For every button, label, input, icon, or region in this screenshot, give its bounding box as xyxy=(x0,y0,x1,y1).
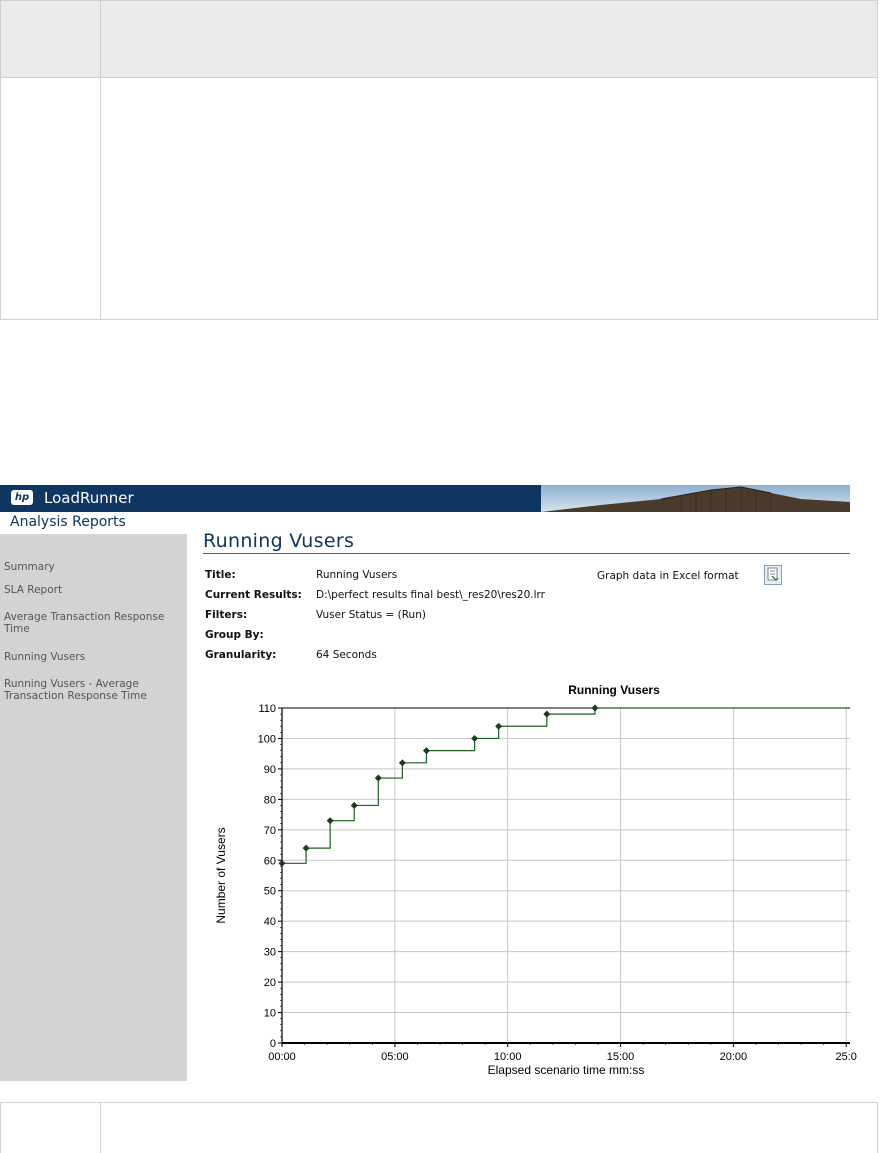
y-tick-label: 40 xyxy=(263,916,276,929)
field-filters-key: Filters: xyxy=(205,609,248,621)
data-point xyxy=(399,760,405,766)
excel-link-label[interactable]: Graph data in Excel format xyxy=(597,570,739,582)
field-current-results-key: Current Results: xyxy=(205,589,302,601)
sidebar-item-summary[interactable]: Summary xyxy=(4,561,55,573)
sidebar xyxy=(0,512,187,1081)
page-title: Running Vusers xyxy=(203,530,355,552)
x-tick-label: 05:00 xyxy=(381,1051,409,1063)
data-point xyxy=(592,705,598,711)
sidebar-item-sla-report[interactable]: SLA Report xyxy=(4,584,63,596)
y-tick-label: 60 xyxy=(263,855,276,868)
sidebar-item-running-vusers-avg-response[interactable] xyxy=(4,678,147,702)
rollercoaster-banner-image xyxy=(541,485,850,512)
sidebar-item-label: Average Transaction Response xyxy=(4,611,165,623)
field-current-results-value: D:\perfect results final best\_res20\res20.lrr xyxy=(316,589,545,601)
y-tick-label: 50 xyxy=(263,885,276,898)
y-tick-label: 30 xyxy=(263,946,276,959)
y-tick-label: 10 xyxy=(263,1007,276,1020)
y-tick-label: 90 xyxy=(263,763,276,776)
title-divider xyxy=(203,553,850,554)
document-table-bottom xyxy=(0,1102,878,1153)
table-column-divider xyxy=(100,1103,101,1153)
field-filters-value: Vuser Status = (Run) xyxy=(316,609,426,621)
field-granularity-value: 64 Seconds xyxy=(316,649,377,661)
data-point xyxy=(279,860,285,866)
data-point xyxy=(351,802,357,808)
sidebar-item-running-vusers[interactable]: Running Vusers xyxy=(4,651,86,663)
x-axis-label: Elapsed scenario time mm:ss xyxy=(487,1063,645,1077)
data-point xyxy=(303,845,309,851)
y-tick-label: 20 xyxy=(263,977,276,990)
x-tick-label: 00:00 xyxy=(268,1051,296,1063)
chart-title: Running Vusers xyxy=(568,683,660,697)
field-title-value: Running Vusers xyxy=(316,569,398,581)
sidebar-item-label: Time xyxy=(4,623,30,635)
sidebar-title xyxy=(0,512,187,534)
sidebar-item-label: Running Vusers - Average xyxy=(4,678,139,690)
data-point xyxy=(375,775,381,781)
data-point xyxy=(327,817,333,823)
report-screenshot xyxy=(0,485,857,1081)
excel-export-icon[interactable] xyxy=(764,565,782,585)
product-name: LoadRunner xyxy=(44,489,134,507)
sidebar-item-label: Transaction Response Time xyxy=(4,690,147,702)
data-point xyxy=(544,711,550,717)
x-tick-label: 10:00 xyxy=(493,1051,522,1063)
hp-logo-icon: hp xyxy=(11,490,33,505)
data-point xyxy=(495,723,501,729)
x-tick-label: 25:0 xyxy=(835,1051,857,1063)
field-granularity-key: Granularity: xyxy=(205,649,277,661)
y-tick-label: 100 xyxy=(257,733,276,746)
app-banner xyxy=(0,485,850,512)
x-tick-label: 20:00 xyxy=(719,1051,748,1063)
document-table-top xyxy=(0,0,878,320)
y-tick-label: 70 xyxy=(263,824,276,837)
sidebar-title-text: Analysis Reports xyxy=(10,514,126,530)
series-line xyxy=(282,708,846,863)
running-vusers-chart xyxy=(187,675,857,1081)
table-column-divider xyxy=(100,1,101,319)
table-header-row xyxy=(1,1,877,78)
data-point xyxy=(471,735,477,741)
y-tick-label: 110 xyxy=(258,703,276,715)
x-tick-label: 15:00 xyxy=(606,1051,635,1063)
y-tick-label: 80 xyxy=(263,794,276,807)
field-title-key: Title: xyxy=(205,569,236,581)
field-group-by-key: Group By: xyxy=(205,629,264,641)
data-point xyxy=(423,747,429,753)
y-tick-label: 0 xyxy=(269,1038,276,1050)
sidebar-item-average-transaction-response-time[interactable] xyxy=(4,611,164,635)
y-axis-label: Number of Vusers xyxy=(214,827,228,924)
